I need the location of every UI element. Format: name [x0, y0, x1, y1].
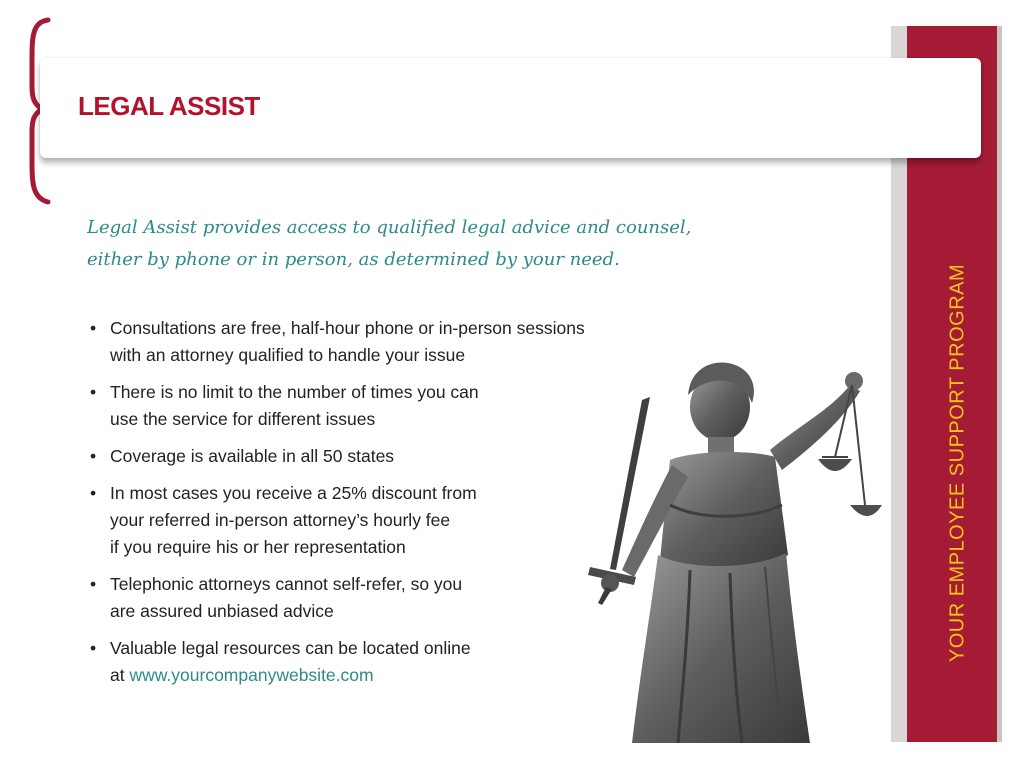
list-item-text: Valuable legal resources can be located online at [110, 638, 471, 685]
intro-text: Legal Assist provides access to qualified legal advice and counsel, either by phone or in person, as determined by your need. [87, 217, 692, 270]
bullet-dot: • [90, 318, 97, 338]
banner-vertical-text: YOUR EMPLOYEE SUPPORT PROGRAM [946, 263, 969, 663]
list-item-text: There is no limit to the number of times you can use the service for different issues [110, 382, 479, 429]
company-website-link[interactable]: www.yourcompanywebsite.com [129, 665, 374, 685]
list-item-text: In most cases you receive a 25% discount from your referred in-person attorney’s hourly fee if you require his or her representation [110, 483, 477, 557]
list-item-text: Coverage is available in all 50 states [110, 446, 395, 466]
lady-justice-statue-image [560, 355, 890, 745]
page-title: LEGAL ASSIST [78, 91, 260, 121]
list-item-text: Consultations are free, half-hour phone or in-person sessions with an attorney qualified to handle your issue [110, 318, 585, 365]
banner-edge [997, 26, 1002, 742]
bullet-dot: • [90, 638, 97, 658]
bullet-dot: • [90, 446, 97, 466]
bullet-dot: • [90, 382, 97, 402]
bullet-dot: • [90, 483, 97, 503]
bullet-dot: • [90, 574, 97, 594]
list-item-text: Telephonic attorneys cannot self-refer, so you are assured unbiased advice [110, 574, 463, 621]
